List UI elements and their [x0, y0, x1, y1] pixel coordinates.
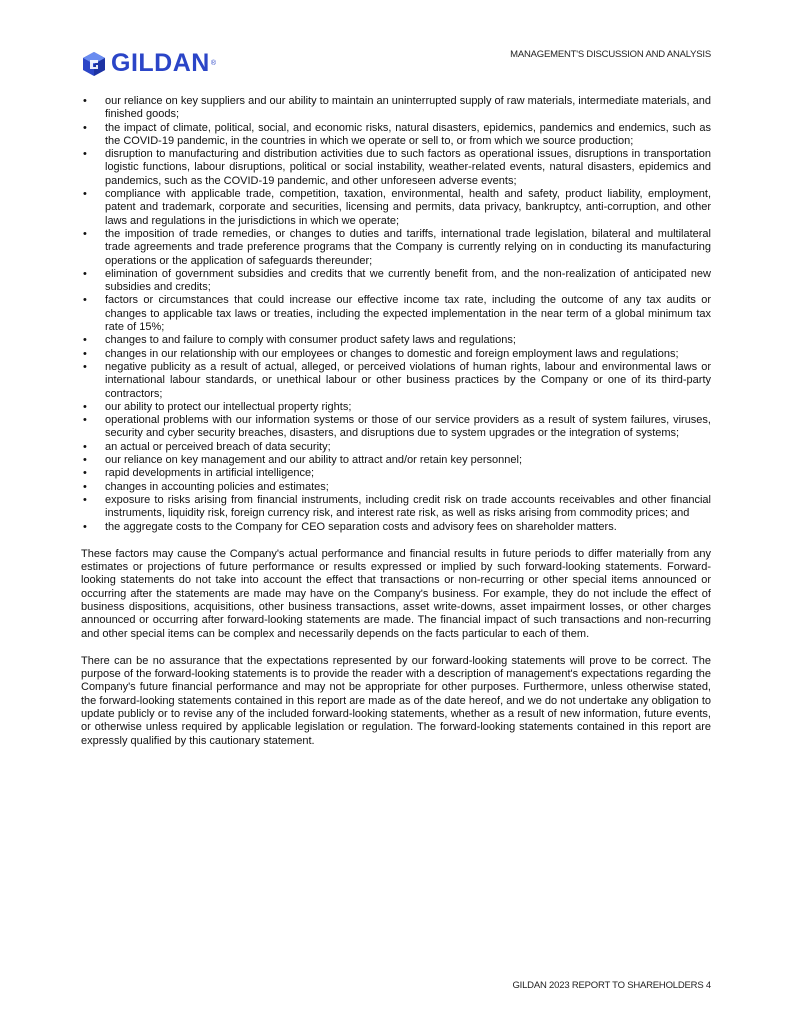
list-item-text: rapid developments in artificial intelligence;: [105, 467, 315, 480]
page-header: [81, 45, 711, 85]
list-item: [81, 401, 711, 414]
list-item-text: the aggregate costs to the Company for CEO separation costs and advisory fees on shareholder matters.: [105, 520, 617, 533]
document-body: [81, 95, 711, 748]
bullet-icon: •: [83, 480, 87, 493]
bullet-icon: •: [83, 121, 87, 134]
bullet-icon: •: [83, 148, 87, 161]
list-item: [81, 361, 711, 401]
list-item-text: an actual or perceived breach of data security;: [105, 440, 331, 453]
bullet-icon: •: [83, 227, 87, 240]
list-item-text: changes in accounting policies and estimates;: [105, 480, 329, 493]
bullet-icon: •: [83, 400, 87, 413]
bullet-icon: •: [83, 440, 87, 453]
list-item: [81, 454, 711, 467]
list-item-text: our reliance on key suppliers and our ability to maintain an uninterrupted supply of raw materials, intermediate materials, and finished goods;: [105, 95, 711, 121]
list-item: [81, 95, 711, 122]
bullet-icon: •: [83, 454, 87, 467]
bullet-icon: •: [83, 360, 87, 373]
list-item-text: compliance with applicable trade, competition, taxation, environmental, health and safety, product liability, employment, patent and trademark, corporate and securities, licensing and permits, data privacy, bankruptcy, anti-corruption, and other laws and regulations in the jurisdictions in which we operate;: [105, 188, 711, 227]
list-item: [81, 294, 711, 334]
list-item: [81, 148, 711, 188]
list-item-text: the impact of climate, political, social, and economic risks, natural disasters, epidemics, pandemics and endemics, such as the COVID-19 pandemic, in the countries in which we operate or sell to, or from which we source production;: [105, 121, 711, 147]
list-item: [81, 122, 711, 149]
list-item: [81, 494, 711, 521]
list-item-text: operational problems with our information systems or those of our service providers as a result of system failures, viruses, security and cyber security breaches, disasters, and disruptions due to system upgrades or the integration of systems;: [105, 414, 711, 440]
list-item-text: exposure to risks arising from financial instruments, including credit risk on trade accounts receivables and other financial instruments, liquidity risk, foreign currency risk, and interest rate risk, as well as risks arising from commodity prices; and: [105, 493, 711, 520]
list-item-text: factors or circumstances that could increase our effective income tax rate, including the outcome of any tax audits or changes to applicable tax laws or treaties, including the expected implementation in the near term of a global minimum tax rate of 15%;: [105, 294, 711, 334]
bullet-icon: •: [83, 294, 87, 307]
list-item-text: our reliance on key management and our ability to attract and/or retain key personnel;: [105, 454, 523, 467]
list-item: [81, 467, 711, 480]
bullet-icon: •: [83, 188, 87, 201]
section-title: MANAGEMENT'S DISCUSSION AND ANALYSIS: [510, 49, 711, 60]
paragraph: There can be no assurance that the expectations represented by our forward-looking statements will prove to be correct. The purpose of the forward-looking statements is to provide the reader with a description of management's expectations regarding the Company's future financial performance and may not be appropriate for other purposes. Furthermore, unless otherwise stated, the forward-looking statements contained in this report are made as of the date hereof, and we do not undertake any obligation to update publicly or to revise any of the included forward-looking statements, whether as a result of new information, future events, or otherwise unless required by applicable legislation or regulation. The forward-looking statements contained in this report are expressly qualified by this cautionary statement.: [81, 654, 711, 747]
list-item: [81, 481, 711, 494]
bullet-icon: •: [83, 493, 87, 506]
paragraph: These factors may cause the Company's actual performance and financial results in future periods to differ materially from any estimates or projections of future performance or results expressed or implied by such forward-looking statements. Forward-looking statements do not take into account the effect that transactions or non-recurring or other special items announced or occurring after the statements are made may have on the Company's business. For example, they do not include the effect of business dispositions, acquisitions, other business transactions, asset write-downs, asset impairment losses, or other charges announced or occurring after forward-looking statements are made. The financial impact of such transactions and non-recurring and other special items can be complex and necessarily depends on the facts particular to each of them.: [81, 547, 711, 640]
bullet-icon: •: [83, 95, 87, 107]
list-item: [81, 268, 711, 295]
list-item-text: disruption to manufacturing and distribution activities due to such factors as operational issues, disruptions in transportation logistic functions, labour disruptions, political or social instability, weather-related events, natural disasters, epidemics and pandemics, such as the COVID-19 pandemic, and other unforeseen adverse events;: [105, 148, 711, 187]
bullet-icon: •: [83, 267, 87, 280]
list-item-text: elimination of government subsidies and credits that we currently benefit from, and the non-realization of anticipated new subsidies and credits;: [105, 267, 711, 294]
list-item: [81, 521, 711, 534]
page-footer: GILDAN 2023 REPORT TO SHAREHOLDERS 4: [512, 980, 711, 991]
list-item-text: negative publicity as a result of actual, alleged, or perceived violations of human rights, labour and environmental laws or international labour standards, or unethical labour or other business practices by the Company or one of its third-party contractors;: [105, 360, 711, 400]
bullet-icon: •: [83, 520, 87, 533]
list-item: [81, 414, 711, 441]
list-item-text: the imposition of trade remedies, or changes to duties and tariffs, international trade legislation, bilateral and multilateral trade agreements and trade preference programs that the Company is currently relying on in conducting its manufacturing operations or the application of safeguards thereunder;: [105, 227, 711, 267]
list-item: [81, 348, 711, 361]
bullet-icon: •: [83, 347, 87, 360]
list-item: [81, 441, 711, 454]
registered-mark: ®: [210, 60, 216, 67]
list-item-text: our ability to protect our intellectual property rights;: [105, 400, 352, 413]
list-item-text: changes to and failure to comply with consumer product safety laws and regulations;: [105, 334, 516, 347]
risk-factor-list: [81, 95, 711, 534]
bullet-icon: •: [83, 334, 87, 347]
bullet-icon: •: [83, 414, 87, 427]
gildan-logo-icon: [81, 51, 107, 77]
brand-name: GILDAN: [111, 49, 210, 77]
list-item: [81, 228, 711, 268]
list-item-text: changes in our relationship with our employees or changes to domestic and foreign employment laws and regulations;: [105, 347, 679, 360]
gildan-logo: [81, 49, 216, 78]
list-item: [81, 188, 711, 228]
list-item: [81, 334, 711, 347]
bullet-icon: •: [83, 467, 87, 480]
